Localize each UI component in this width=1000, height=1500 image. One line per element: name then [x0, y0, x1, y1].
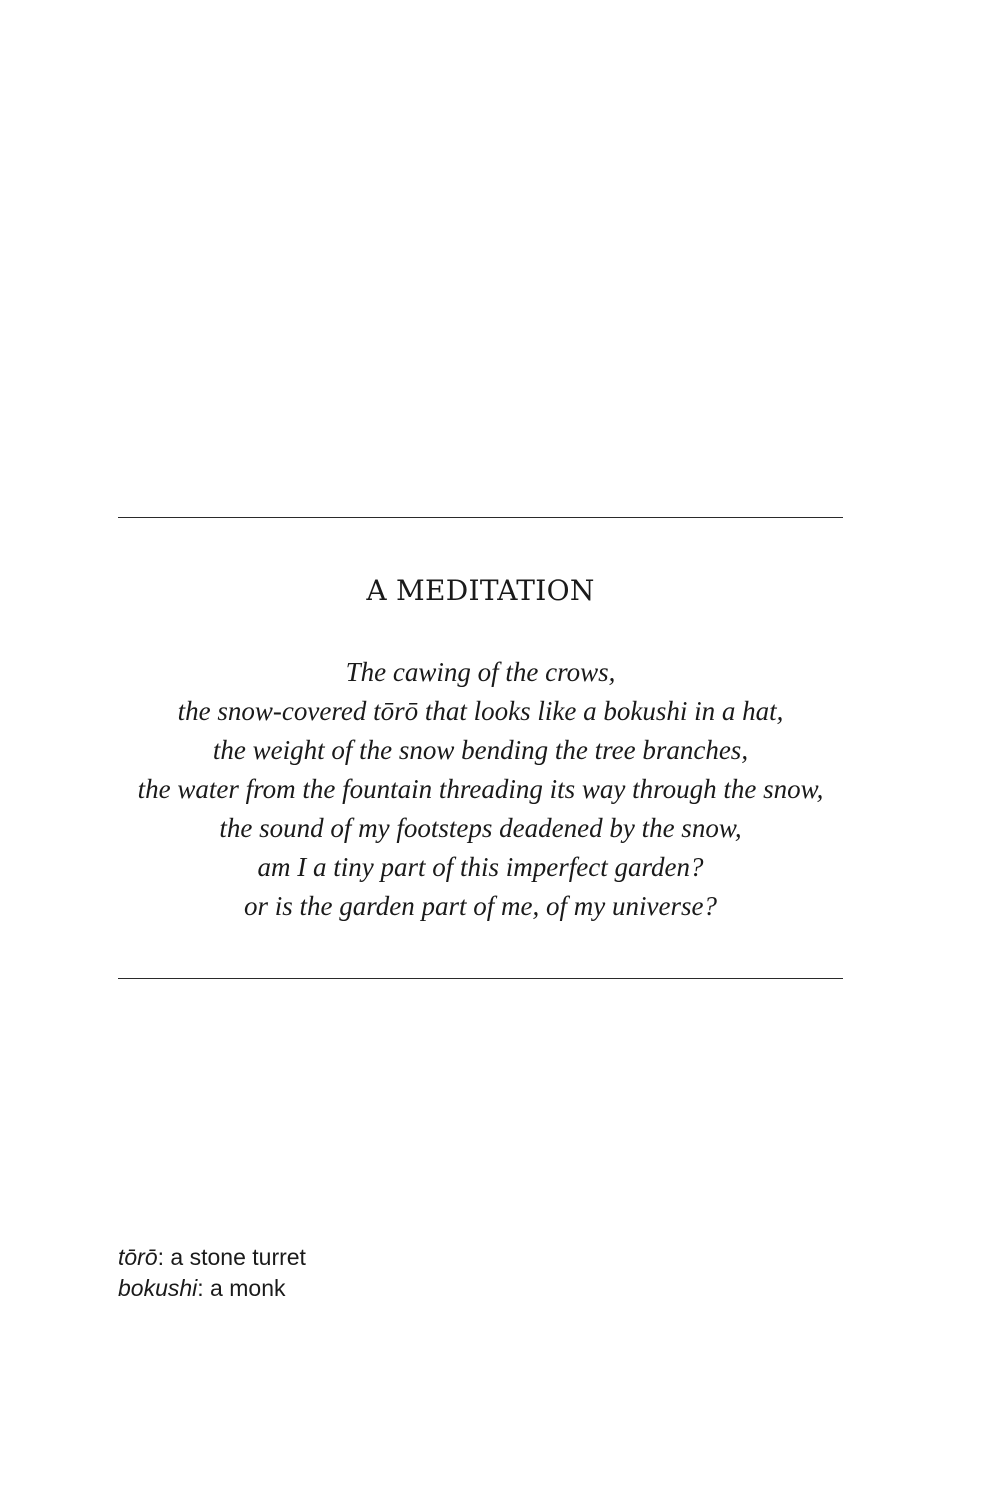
glossary-definition: : a stone turret	[157, 1244, 306, 1270]
poem-line: the water from the fountain threading its way through the snow,	[137, 774, 824, 804]
bottom-divider	[118, 978, 843, 979]
poem-line: am I a tiny part of this imperfect garden?	[257, 852, 704, 882]
poem-line: the sound of my footsteps deadened by the snow,	[219, 813, 742, 843]
glossary	[118, 1242, 306, 1304]
top-divider	[118, 517, 843, 518]
poem-body	[100, 653, 861, 926]
poem-line: the weight of the snow bending the tree branches,	[212, 735, 749, 765]
poem-line: or is the garden part of me, of my universe?	[244, 891, 717, 921]
glossary-term: tōrō	[118, 1244, 158, 1270]
glossary-definition: : a monk	[197, 1275, 286, 1301]
glossary-entry	[118, 1242, 306, 1273]
glossary-entry	[118, 1273, 306, 1304]
poem-title: A MEDITATION	[366, 574, 595, 607]
poem-line: The cawing of the crows,	[345, 657, 616, 687]
poem-line: the snow-covered tōrō that looks like a bokushi in a hat,	[177, 696, 784, 726]
glossary-term: bokushi	[118, 1275, 198, 1301]
